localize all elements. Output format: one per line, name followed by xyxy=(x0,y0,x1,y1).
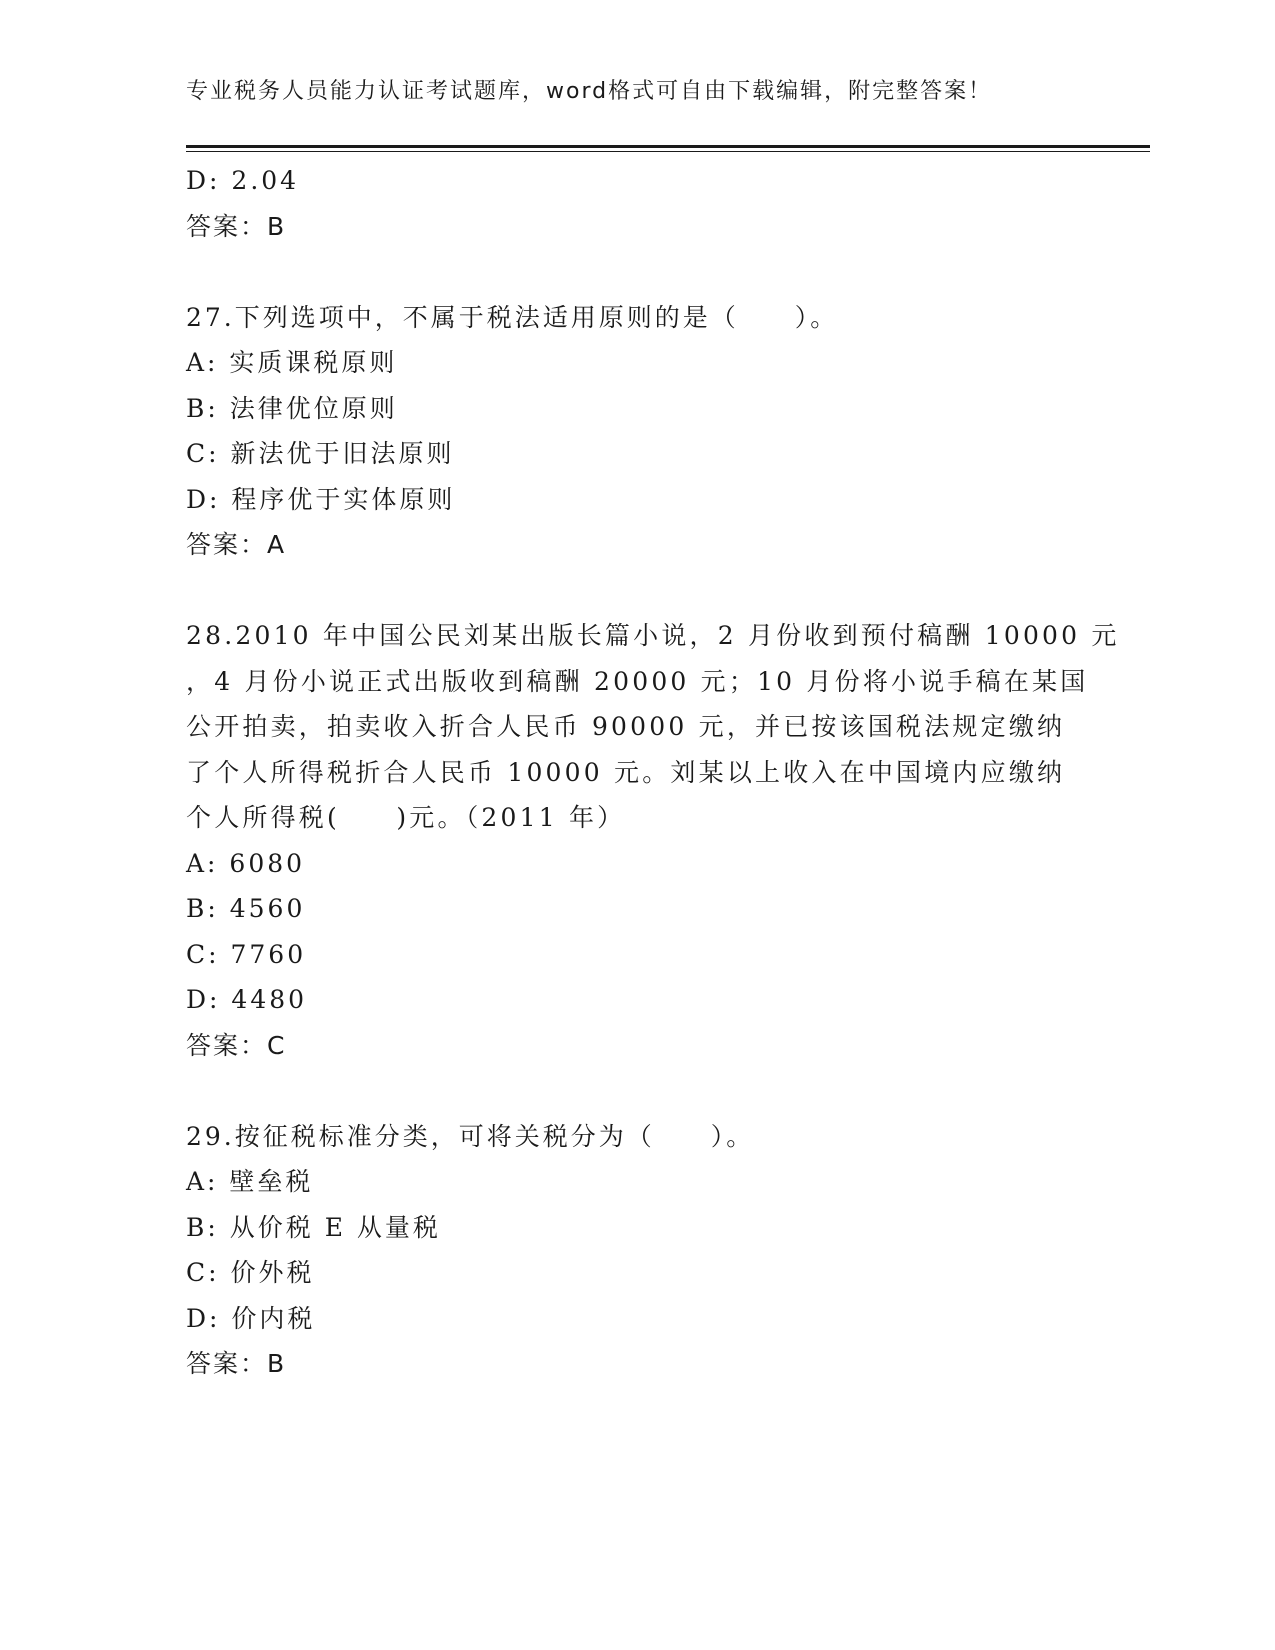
q27-option-a: A: 实质课税原则 xyxy=(186,348,398,377)
q28-option-b: B: 4560 xyxy=(186,894,306,923)
q29-answer: 答案：B xyxy=(186,1349,287,1378)
q28-stem xyxy=(186,613,1120,841)
spacer xyxy=(186,1068,1086,1114)
spacer xyxy=(186,568,1086,614)
q28-stem-line: 28.2010 年中国公民刘某出版长篇小说，2 月份收到预付稿酬 10000 元 xyxy=(186,621,1120,650)
header-rule-thick xyxy=(186,145,1150,148)
spacer xyxy=(186,249,1086,295)
q27-option-d: D: 程序优于实体原则 xyxy=(186,484,456,514)
q27-answer: 答案：A xyxy=(186,530,287,559)
q29-option-a: A: 壁垒税 xyxy=(186,1167,314,1196)
q27-option-b: B: 法律优位原则 xyxy=(186,393,398,423)
q29-option-c: C: 价外税 xyxy=(186,1258,315,1287)
q27-option-c: C: 新法优于旧法原则 xyxy=(186,439,455,468)
page-header: 专业税务人员能力认证考试题库，word格式可自由下载编辑，附完整答案！ xyxy=(186,79,993,104)
header-rule-thin xyxy=(186,151,1150,152)
q28-option-d: D: 4480 xyxy=(186,985,308,1014)
q28-stem-line: 公开拍卖，拍卖收入折合人民币 90000 元，并已按该国税法规定缴纳 xyxy=(186,712,1066,741)
q28-option-c: C: 7760 xyxy=(186,939,307,969)
q28-stem-line: 了个人所得税折合人民币 10000 元。刘某以上收入在中国境内应缴纳 xyxy=(186,757,1066,787)
q28-option-a: A: 6080 xyxy=(186,848,306,878)
q29-option-b: B: 从价税 E 从量税 xyxy=(186,1212,441,1242)
prev-option-d: D: 2.04 xyxy=(186,166,300,195)
q29-option-d: D: 价内税 xyxy=(186,1303,316,1333)
q28-stem-line: 个人所得税( )元。（2011 年） xyxy=(186,803,626,832)
q28-answer: 答案：C xyxy=(186,1030,287,1060)
q27-stem: 27.下列选项中，不属于税法适用原则的是（ ）。 xyxy=(186,302,839,332)
prev-answer: 答案：B xyxy=(186,211,287,241)
q29-stem: 29.按征税标准分类，可将关税分为（ ）。 xyxy=(186,1121,755,1151)
question-content xyxy=(186,158,1120,1387)
q28-stem-line: ，4 月份小说正式出版收到稿酬 20000 元；10 月份将小说手稿在某国 xyxy=(186,666,1089,696)
